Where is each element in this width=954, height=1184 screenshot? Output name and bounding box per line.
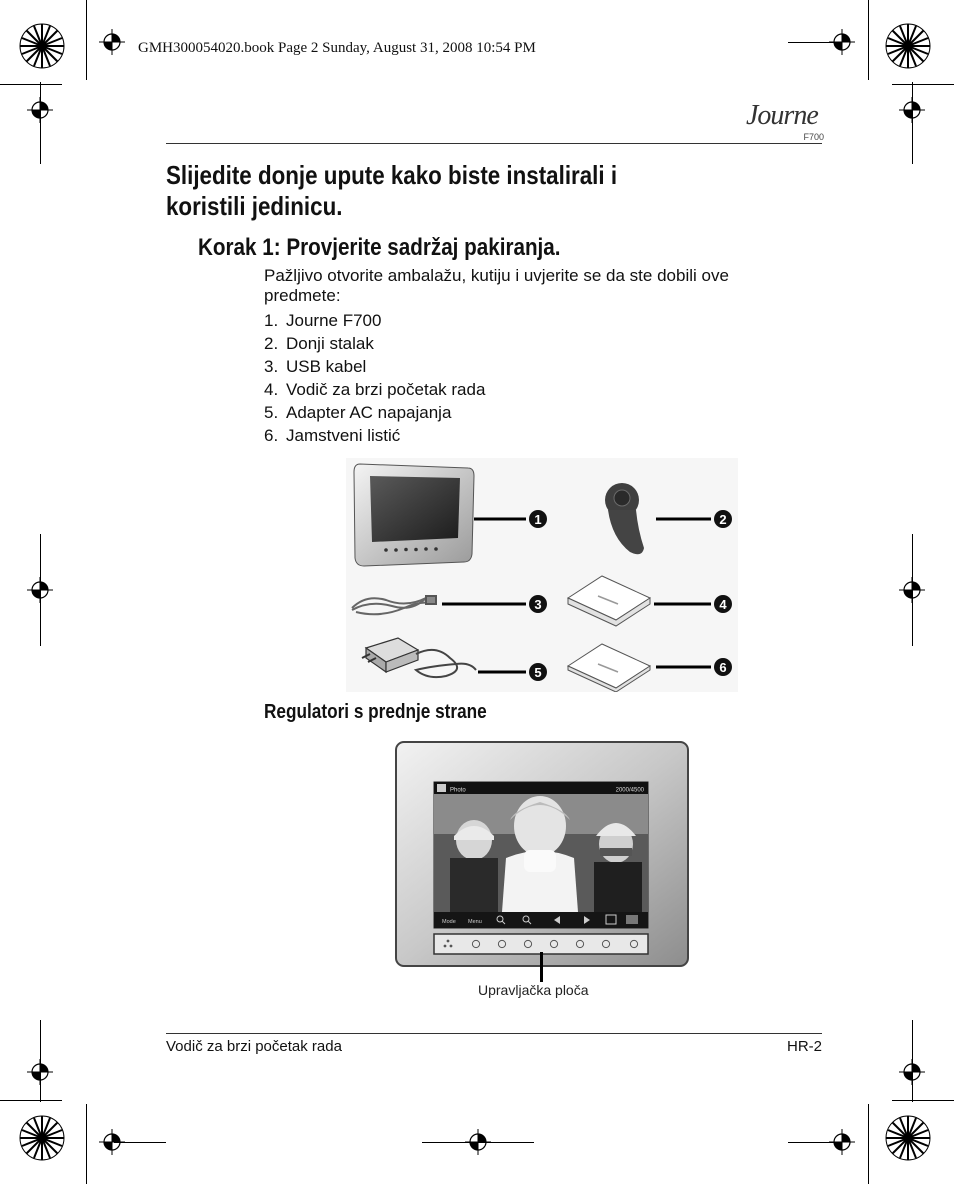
registration-mark-icon	[899, 577, 925, 603]
front-controls-figure	[394, 740, 690, 970]
package-contents-figure	[346, 458, 738, 692]
screen-mode-label: Photo	[450, 787, 466, 794]
starburst-mark-icon	[885, 23, 931, 69]
registration-mark-icon	[829, 29, 855, 55]
screen-toolbar-label: Menu	[468, 919, 482, 925]
crop-line	[892, 84, 954, 85]
photo-preview	[434, 794, 648, 912]
logo-script: Journe	[746, 100, 818, 131]
page-title-line: koristili jedinicu.	[166, 191, 343, 221]
starburst-mark-icon	[19, 23, 65, 69]
intro-paragraph: Pažljivo otvorite ambalažu, kutiju i uvjerite se da ste dobili ove predmete:	[264, 266, 729, 305]
control-panel	[434, 934, 648, 954]
crop-line	[40, 82, 41, 164]
registration-mark-icon	[27, 577, 53, 603]
list-item: 1. Journe F700	[264, 311, 382, 330]
callout-number: 5	[534, 665, 542, 680]
print-header: GMH300054020.book Page 2 Sunday, August 31, 2008 10:54 PM	[138, 40, 536, 56]
registration-mark-icon	[899, 1059, 925, 1085]
crop-line	[86, 0, 87, 80]
list-item: 3. USB kabel	[264, 357, 367, 376]
figure-caption: Upravljačka ploča	[478, 982, 589, 998]
screen-toolbar-label: Mode	[442, 919, 456, 925]
callout-number: 1	[534, 512, 542, 527]
starburst-mark-icon	[885, 1115, 931, 1161]
list-item: 2. Donji stalak	[264, 334, 374, 353]
footer-guide-title: Vodič za brzi početak rada	[166, 1038, 342, 1055]
crop-line	[86, 1104, 87, 1184]
registration-mark-icon	[99, 29, 125, 55]
crop-line	[0, 1100, 62, 1101]
crop-line	[868, 1104, 869, 1184]
registration-mark-icon	[465, 1129, 491, 1155]
callout-number: 3	[534, 597, 542, 612]
list-item: 6. Jamstveni listić	[264, 426, 401, 445]
callout-number: 4	[719, 597, 727, 612]
header-rule	[166, 143, 822, 144]
photo-frame-item	[354, 464, 474, 566]
callout-line	[540, 952, 543, 982]
registration-mark-icon	[27, 97, 53, 123]
crop-line	[892, 1100, 954, 1101]
crop-line	[912, 82, 913, 164]
page-title	[166, 160, 648, 222]
journe-logo	[746, 100, 826, 142]
package-contents-list	[264, 311, 485, 449]
crop-line	[0, 84, 62, 85]
page-title-line: Slijedite donje upute kako biste instalirali i	[166, 160, 618, 190]
crop-line	[868, 0, 869, 80]
list-item: 4. Vodič za brzi početak rada	[264, 380, 486, 399]
registration-mark-icon	[27, 1059, 53, 1085]
logo-model: F700	[803, 132, 824, 142]
footer-rule	[166, 1033, 822, 1034]
registration-mark-icon	[829, 1129, 855, 1155]
section-heading: Regulatori s prednje strane	[264, 701, 487, 723]
registration-mark-icon	[99, 1129, 125, 1155]
registration-mark-icon	[899, 97, 925, 123]
callout-number: 6	[719, 660, 727, 675]
page-number: HR-2	[786, 1038, 822, 1055]
callout-number: 2	[719, 512, 727, 527]
list-item: 5. Adapter AC napajanja	[264, 403, 452, 422]
starburst-mark-icon	[19, 1115, 65, 1161]
thumbnail-icon	[626, 915, 638, 924]
step-title: Korak 1: Provjerite sadržaj pakiranja.	[198, 234, 561, 261]
screen-counter: 2000/4500	[615, 787, 644, 794]
